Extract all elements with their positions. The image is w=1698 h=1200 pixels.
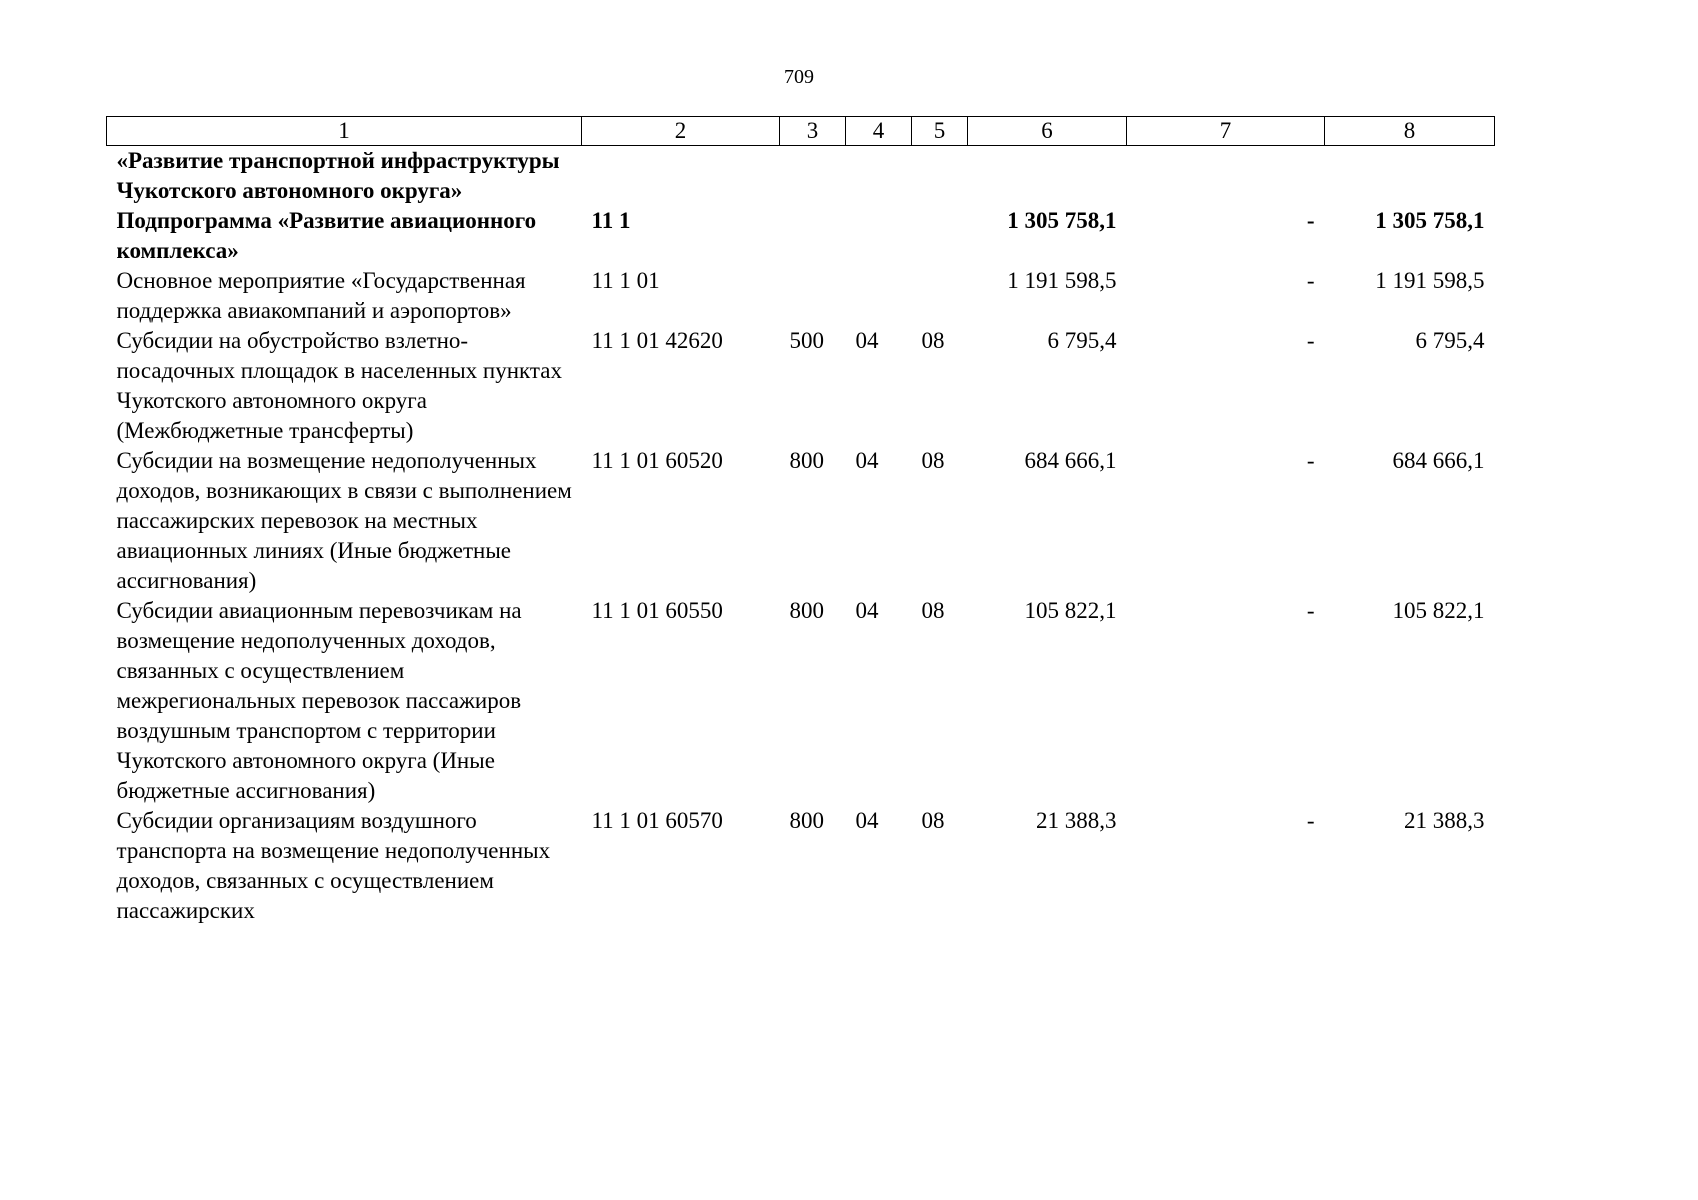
row-rz: 04 (855, 448, 879, 473)
row-name: Субсидии организациям воздушного транспорта на возмещение недополученных доходов, связанных с осуществлением пассажирских (116, 808, 551, 923)
row-col6: 21 388,3 (1036, 808, 1117, 833)
row-pr (912, 266, 968, 326)
row-col6: 684 666,1 (1024, 448, 1117, 473)
row-rz: 04 (855, 328, 879, 353)
row-col7: - (1306, 598, 1315, 623)
row-rz (846, 266, 912, 326)
row-rz (846, 206, 912, 266)
row-vr (780, 146, 846, 207)
row-col7: - (1306, 268, 1315, 293)
row-vr: 500 (789, 328, 824, 353)
table-row (107, 446, 1495, 596)
column-header-2: 2 (582, 117, 780, 146)
row-vr (780, 266, 846, 326)
row-pr (912, 206, 968, 266)
row-pr: 08 (921, 448, 945, 473)
row-col7: - (1306, 808, 1315, 833)
row-col6: 1 191 598,5 (1007, 268, 1117, 293)
column-header-1: 1 (107, 117, 582, 146)
row-name: Основное мероприятие «Государственная поддержка авиакомпаний и аэропортов» (116, 268, 526, 323)
row-pr: 08 (921, 808, 945, 833)
column-header-8: 8 (1325, 117, 1495, 146)
table-row (107, 806, 1495, 926)
row-vr: 800 (789, 598, 824, 623)
budget-table (106, 116, 1495, 926)
row-name: «Развитие транспортной инфраструктуры Чукотского автономного округа» (116, 148, 560, 203)
row-col7: - (1306, 448, 1315, 473)
row-code: 11 1 (591, 208, 631, 233)
table-row (107, 146, 1495, 207)
table-row (107, 596, 1495, 806)
row-col8 (1325, 146, 1495, 207)
row-rz (846, 146, 912, 207)
row-col8: 1 191 598,5 (1375, 268, 1485, 293)
column-header-3: 3 (780, 117, 846, 146)
row-code: 11 1 01 60520 (591, 448, 723, 473)
row-col7 (1127, 146, 1325, 207)
row-name: Подпрограмма «Развитие авиационного комплекса» (116, 208, 537, 263)
row-col8: 6 795,4 (1415, 328, 1485, 353)
row-code: 11 1 01 60570 (591, 808, 723, 833)
table-row (107, 326, 1495, 446)
row-col6 (968, 146, 1127, 207)
table-row (107, 206, 1495, 266)
row-pr (912, 146, 968, 207)
page-number: 709 (784, 66, 814, 88)
row-vr: 800 (789, 448, 824, 473)
row-name: Субсидии на обустройство взлетно-посадочных площадок в населенных пунктах Чукотского автономного округа (Межбюджетные трансферты) (116, 328, 562, 443)
row-rz: 04 (855, 808, 879, 833)
row-col6: 105 822,1 (1024, 598, 1117, 623)
column-header-6: 6 (968, 117, 1127, 146)
column-header-5: 5 (912, 117, 968, 146)
column-header-4: 4 (846, 117, 912, 146)
row-code: 11 1 01 (591, 268, 660, 293)
column-header-7: 7 (1127, 117, 1325, 146)
row-name: Субсидии авиационным перевозчикам на возмещение недополученных доходов, связанных с осуществлением межрегиональных перевозок пассажиров воздушным транспортом с территории Чукотского автономного округа (Иные бюджетные ассигнования) (116, 598, 522, 803)
row-code: 11 1 01 60550 (591, 598, 723, 623)
row-col6: 1 305 758,1 (1007, 208, 1117, 233)
row-col8: 1 305 758,1 (1375, 208, 1485, 233)
row-pr: 08 (921, 598, 945, 623)
row-code: 11 1 01 42620 (591, 328, 723, 353)
row-vr (780, 206, 846, 266)
row-rz: 04 (855, 598, 879, 623)
row-col6: 6 795,4 (1047, 328, 1117, 353)
table-row (107, 266, 1495, 326)
table-header-row (107, 117, 1495, 146)
row-col8: 105 822,1 (1392, 598, 1485, 623)
row-col8: 21 388,3 (1404, 808, 1485, 833)
row-pr: 08 (921, 328, 945, 353)
row-col7: - (1306, 328, 1315, 353)
row-col7: - (1306, 208, 1315, 233)
row-vr: 800 (789, 808, 824, 833)
row-name: Субсидии на возмещение недополученных доходов, возникающих в связи с выполнением пассажирских перевозок на местных авиационных линиях (Иные бюджетные ассигнования) (116, 448, 572, 593)
row-col8: 684 666,1 (1392, 448, 1485, 473)
row-code (582, 146, 780, 207)
